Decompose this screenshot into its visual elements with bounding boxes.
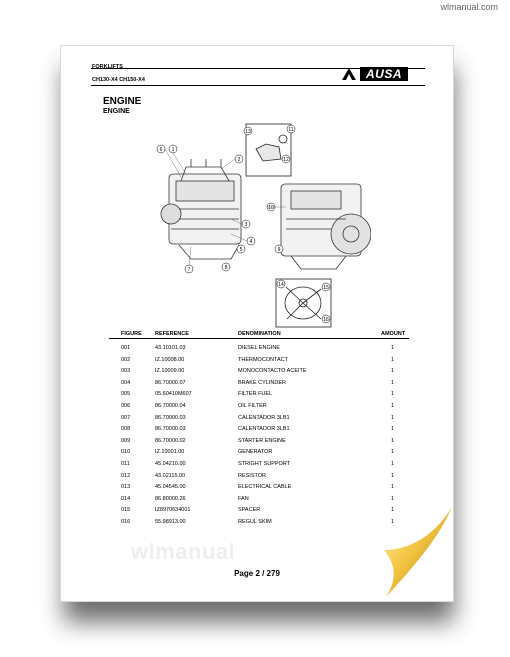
callout-8: [222, 263, 230, 271]
cell-figure: 002: [121, 356, 131, 363]
cell-figure: 004: [121, 379, 131, 386]
page-number: Page 2 / 279: [234, 569, 280, 578]
cell-amount: 1: [391, 379, 395, 386]
callout-2: [235, 155, 243, 163]
cell-figure: 007: [121, 414, 131, 421]
callout-9: [275, 245, 283, 253]
cell-amount: 1: [391, 461, 395, 467]
cell-denomination: CALENTADOR 3LB1: [238, 414, 290, 421]
header-models: CH130-X4 CH150-X4: [92, 77, 145, 83]
cell-amount: 1: [391, 449, 395, 456]
cell-reference: 86.70000.07: [155, 379, 186, 386]
header-rule-bottom: [91, 85, 425, 86]
table-row: [61, 461, 453, 473]
callout-label: 4: [249, 239, 253, 245]
table-row: [61, 438, 453, 450]
callout-16: [322, 315, 330, 323]
callout-label: 3: [244, 222, 248, 228]
cell-denomination: CALENTADOR 3LB1: [238, 426, 290, 433]
cell-amount: 1: [391, 426, 395, 433]
callout-11: [287, 125, 295, 133]
cell-amount: 1: [391, 368, 395, 375]
callout-label: 1: [171, 147, 175, 153]
cell-reference: 43.10101.03: [155, 345, 186, 351]
page-curl-icon: [380, 505, 455, 600]
watermark-text: wlmanual.com: [440, 2, 498, 12]
cell-reference: IZ.10009.00: [155, 368, 185, 375]
cell-denomination: RESISTOR: [238, 472, 267, 479]
cell-figure: 015: [121, 507, 131, 514]
cell-denomination: FAN: [238, 495, 249, 502]
callout-7: [185, 265, 193, 273]
callout-14: [277, 280, 285, 288]
cell-denomination: REGUL SKIM: [238, 519, 272, 525]
ausa-logo-icon: [340, 67, 358, 81]
callout-label: 7: [187, 267, 191, 273]
cell-reference: IZ8970634001: [155, 507, 191, 514]
page-subtitle: ENGINE: [103, 108, 130, 115]
cell-figure: 012: [121, 472, 131, 479]
table-row: [61, 345, 453, 357]
callout-3: [242, 220, 250, 228]
cell-denomination: MONOCONTACTO ACEITE: [238, 368, 307, 375]
cell-reference: 43.02115.00: [155, 472, 186, 479]
cell-amount: 1: [391, 391, 395, 398]
cell-amount: 1: [391, 356, 395, 363]
table-header-rule: [109, 338, 409, 339]
table-row: [61, 449, 453, 461]
cell-amount: 1: [391, 437, 395, 444]
cell-denomination: ELECTRICAL CABLE: [238, 484, 292, 491]
cell-figure: 009: [121, 437, 131, 444]
callout-13: [244, 127, 252, 135]
table-row: [61, 484, 453, 496]
cell-amount: 1: [391, 345, 395, 351]
table-row: [61, 357, 453, 369]
table-row: [61, 415, 453, 427]
table-row: [61, 368, 453, 380]
cell-figure: 006: [121, 403, 131, 409]
cell-amount: 1: [391, 519, 395, 525]
cell-figure: 005: [121, 391, 131, 398]
callout-1: [169, 145, 177, 153]
table-row: [61, 473, 453, 485]
callout-label: 5: [239, 247, 243, 253]
header-category: FORKLIFTS: [92, 64, 123, 70]
cell-reference: 86.70000.04: [155, 403, 186, 409]
cell-reference: 86.70000.03: [155, 414, 186, 421]
cell-figure: 003: [121, 368, 131, 375]
callout-label: 11: [288, 127, 294, 133]
callout-label: 16: [323, 317, 329, 323]
callout-5: [237, 245, 245, 253]
logo-text: AUSA: [360, 67, 408, 81]
cell-figure: 001: [121, 345, 131, 351]
callout-label: 10: [268, 205, 274, 211]
col-header-amount: AMOUNT: [381, 331, 406, 337]
engine-exploded-diagram: [151, 119, 371, 329]
table-row: [61, 391, 453, 403]
table-row: [61, 380, 453, 392]
cell-denomination: STRIGHT SUPPORT: [238, 461, 291, 467]
cell-denomination: BRAKE CYLINDER: [238, 379, 286, 386]
callout-label: 8: [224, 265, 228, 271]
col-header-figure: FIGURE: [121, 331, 142, 337]
watermark-logo: wlmanual: [131, 539, 236, 564]
cell-figure: 016: [121, 519, 131, 525]
cell-figure: 008: [121, 426, 131, 433]
cell-reference: 05.60410M607: [155, 391, 192, 398]
cell-figure: 010: [121, 449, 131, 456]
cell-denomination: SPACER: [238, 507, 261, 514]
cell-amount: 1: [391, 414, 395, 421]
callout-6: [157, 145, 165, 153]
page-title: ENGINE: [103, 96, 142, 107]
cell-denomination: DIESEL ENGINE: [238, 345, 280, 351]
cell-denomination: OIL FILTER: [238, 403, 267, 409]
engine-left-drawing: [161, 159, 241, 259]
cell-reference: IZ.10008.00: [155, 356, 185, 363]
cell-reference: 86.70000.03: [155, 426, 186, 433]
cell-figure: 013: [121, 484, 131, 491]
engine-right-drawing: [281, 184, 371, 269]
table-row: [61, 403, 453, 415]
col-header-denomination: DENOMINATION: [238, 331, 281, 337]
callout-12: [282, 155, 290, 163]
cell-reference: 55.98913.00: [155, 519, 186, 525]
thermostat-inset: [246, 124, 294, 176]
cell-denomination: FILTER FUEL: [238, 391, 273, 398]
cell-reference: IZ.10001.00: [155, 449, 185, 456]
cell-reference: 86.80000.26: [155, 495, 186, 502]
callout-label: 9: [277, 247, 281, 253]
cell-amount: 1: [391, 403, 395, 409]
cell-denomination: STARTER ENGINE: [238, 437, 286, 444]
brand-logo: [340, 66, 425, 82]
callout-label: 13: [245, 129, 251, 135]
cell-amount: 1: [391, 484, 395, 491]
cell-figure: 014: [121, 495, 131, 502]
cell-amount: 1: [391, 495, 395, 502]
cell-reference: 45.04210.00: [155, 461, 186, 467]
callout-label: 14: [278, 282, 284, 288]
callout-label: 2: [237, 157, 241, 163]
table-row: [61, 426, 453, 438]
cell-amount: 1: [391, 507, 395, 514]
cell-denomination: GENERATOR: [238, 449, 273, 456]
callout-label: 6: [159, 147, 163, 153]
cell-reference: 86.70000.02: [155, 437, 186, 444]
cell-denomination: THERMOCONTACT: [238, 356, 289, 363]
callout-15: [322, 283, 330, 291]
col-header-reference: REFERENCE: [155, 331, 189, 337]
callout-label: 15: [323, 285, 329, 291]
callout-4: [247, 237, 255, 245]
cell-reference: 45.04545.00: [155, 484, 186, 491]
callout-label: 12: [283, 157, 289, 163]
cell-figure: 011: [121, 461, 130, 467]
cell-amount: 1: [391, 472, 395, 479]
